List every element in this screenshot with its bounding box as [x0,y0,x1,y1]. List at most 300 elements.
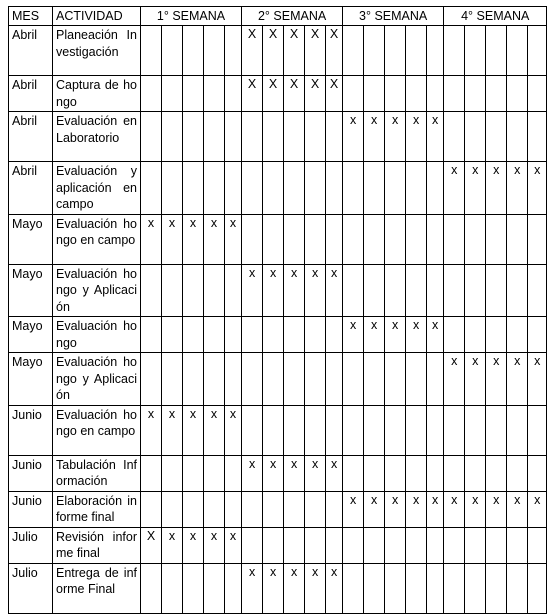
cell-mark [242,353,263,406]
cell-mark: x [183,214,204,264]
cell-mark [486,264,507,317]
cell-mark: x [364,317,385,353]
cell-mes: Junio [9,455,53,491]
cell-mark [305,527,326,563]
cell-mark [326,214,343,264]
cell-mark [343,26,364,76]
cell-mark [465,26,486,76]
cell-mark [305,214,326,264]
cell-mark [183,112,204,162]
cell-mark [528,455,547,491]
cell-mark: x [385,491,406,527]
cell-mark [305,317,326,353]
cell-mark [225,317,242,353]
cell-mark [444,317,465,353]
cell-mark [406,162,427,215]
cell-mark: x [183,405,204,455]
cell-mark [528,76,547,112]
cell-mark [225,112,242,162]
cell-mark: x [528,491,547,527]
cell-mes: Julio [9,527,53,563]
cell-mark [486,214,507,264]
cell-mark [364,353,385,406]
cell-mark [162,26,183,76]
table-row [9,214,547,264]
cell-mark [406,214,427,264]
cell-mark: x [225,527,242,563]
cell-mark [204,317,225,353]
cell-mark: x [465,491,486,527]
cell-mark [444,112,465,162]
cell-mark: x [141,214,162,264]
cell-mark [507,112,528,162]
table-row [9,162,547,215]
cell-mark: x [528,353,547,406]
cell-mark: x [225,405,242,455]
cell-mark [385,162,406,215]
cell-mark [326,527,343,563]
cell-mark [141,264,162,317]
cell-mark [427,527,444,563]
cell-mark [284,405,305,455]
schedule-table [8,6,547,614]
cell-mark [427,26,444,76]
cell-mark [242,527,263,563]
cell-actividad: Tabulación Información [53,455,141,491]
cell-mark: x [507,491,528,527]
cell-mark [263,491,284,527]
cell-actividad: Planeación Investigación [53,26,141,76]
cell-mes: Mayo [9,264,53,317]
cell-mark [305,112,326,162]
cell-mark [444,405,465,455]
cell-mark [486,563,507,613]
cell-mark [141,112,162,162]
table-row [9,491,547,527]
cell-mark [183,563,204,613]
cell-mark [486,76,507,112]
cell-mark [406,353,427,406]
cell-mark: x [406,491,427,527]
cell-mark: X [284,76,305,112]
cell-mark: x [385,112,406,162]
cell-mark: x [263,455,284,491]
cell-mark: x [225,214,242,264]
cell-mark [427,455,444,491]
cell-mark [141,491,162,527]
cell-mark [406,76,427,112]
cell-mark [141,162,162,215]
cell-mark [507,26,528,76]
cell-mark [507,214,528,264]
cell-mark [204,162,225,215]
cell-mark [465,76,486,112]
cell-actividad: Evaluación hongo [53,317,141,353]
cell-actividad: Evaluación hongo en campo [53,214,141,264]
cell-mark: x [385,317,406,353]
cell-mark [162,76,183,112]
cell-mark [528,264,547,317]
cell-mark [364,405,385,455]
cell-mark [162,455,183,491]
cell-mark [364,162,385,215]
cell-mark: x [444,491,465,527]
cell-mark [385,405,406,455]
cell-mark: x [507,162,528,215]
cell-mark [406,527,427,563]
cell-mark [343,455,364,491]
cell-mark [204,76,225,112]
cell-mark [444,26,465,76]
cell-mark [183,491,204,527]
cell-mark: x [507,353,528,406]
cell-mark: X [326,76,343,112]
table-row [9,26,547,76]
table-row [9,353,547,406]
cell-mark [427,563,444,613]
cell-mark [444,76,465,112]
cell-mark [225,563,242,613]
cell-mark [528,26,547,76]
cell-mark [225,491,242,527]
cell-mark [263,162,284,215]
cell-mark [528,214,547,264]
cell-mark [263,405,284,455]
cell-mark [364,563,385,613]
cell-mark [528,527,547,563]
cell-mark [183,317,204,353]
cell-mark: x [326,264,343,317]
cell-mark: x [204,214,225,264]
cell-mark [364,455,385,491]
cell-mark: x [284,264,305,317]
table-row [9,112,547,162]
cell-mark [225,455,242,491]
cell-mark [486,317,507,353]
cell-mark [242,317,263,353]
cell-mark [465,563,486,613]
header-row [9,7,547,26]
cell-mark [427,76,444,112]
cell-mes: Junio [9,491,53,527]
cell-mark [427,162,444,215]
cell-mark: x [204,405,225,455]
cell-mark: x [444,353,465,406]
cell-mark [343,264,364,317]
table-row [9,76,547,112]
cell-mark [507,527,528,563]
cell-mark: x [242,563,263,613]
cell-mark [465,112,486,162]
cell-mark [225,26,242,76]
cell-mark [364,26,385,76]
cell-mark [141,76,162,112]
cell-mark [305,162,326,215]
cell-mark [162,264,183,317]
cell-actividad: Elaboración informe final [53,491,141,527]
table-row [9,405,547,455]
cell-mark [162,162,183,215]
cell-actividad: Evaluación hongo en campo [53,405,141,455]
cell-mark: x [427,112,444,162]
cell-mark [343,405,364,455]
cell-mark [225,353,242,406]
cell-mes: Mayo [9,214,53,264]
cell-mark: x [284,455,305,491]
cell-mark [507,455,528,491]
cell-mark: x [427,317,444,353]
cell-mark [343,563,364,613]
cell-mark [141,353,162,406]
table-row [9,527,547,563]
cell-mark [242,405,263,455]
header-week-3: 3° SEMANA [343,7,444,26]
cell-mark [305,491,326,527]
cell-mark [204,112,225,162]
cell-mark [242,491,263,527]
cell-mark: x [528,162,547,215]
cell-mark [507,264,528,317]
cell-mark [326,353,343,406]
cell-mark [263,317,284,353]
cell-mark [263,112,284,162]
cell-mark [427,405,444,455]
cell-mark [465,214,486,264]
cell-mark: x [406,112,427,162]
cell-mes: Abril [9,26,53,76]
cell-mark [427,264,444,317]
table-row [9,563,547,613]
cell-mark [284,353,305,406]
cell-mes: Abril [9,112,53,162]
cell-mark [343,214,364,264]
cell-mark [284,112,305,162]
cell-mark: x [465,162,486,215]
cell-mark [486,112,507,162]
cell-mark [364,264,385,317]
cell-mark [162,563,183,613]
cell-mark [284,491,305,527]
cell-mark [225,264,242,317]
cell-mark: X [242,76,263,112]
cell-actividad: Evaluación y aplicación en campo [53,162,141,215]
cell-mark: X [141,527,162,563]
cell-mark [141,455,162,491]
cell-mark: x [242,455,263,491]
cell-mark [486,26,507,76]
cell-mark [364,214,385,264]
cell-mark [406,405,427,455]
cell-mark [528,563,547,613]
cell-actividad: Entrega de informe Final [53,563,141,613]
cell-mes: Mayo [9,317,53,353]
cell-mark [406,455,427,491]
cell-mark: X [305,26,326,76]
cell-mark [444,563,465,613]
header-week-2: 2° SEMANA [242,7,343,26]
cell-mark [141,563,162,613]
cell-mark: x [263,563,284,613]
cell-mark: X [242,26,263,76]
cell-actividad: Revisión informe final [53,527,141,563]
cell-mark [326,112,343,162]
cell-mark: x [204,527,225,563]
cell-mark [263,214,284,264]
cell-actividad: Evaluación hongo y Aplicación [53,264,141,317]
cell-mark [326,405,343,455]
cell-mark [427,353,444,406]
cell-mark [507,76,528,112]
cell-mark: x [427,491,444,527]
cell-mark [242,214,263,264]
table-row [9,317,547,353]
cell-mark [162,112,183,162]
cell-mark: X [326,26,343,76]
cell-mark [406,563,427,613]
cell-mark [225,76,242,112]
cell-mark [183,162,204,215]
cell-mark [284,214,305,264]
cell-mark [427,214,444,264]
cell-mark: x [343,112,364,162]
cell-mark [528,405,547,455]
cell-mark: x [162,214,183,264]
cell-mark [486,527,507,563]
cell-mark [444,527,465,563]
cell-mark: x [364,491,385,527]
cell-mark [465,317,486,353]
cell-mark [284,527,305,563]
cell-mark [183,76,204,112]
table-row [9,264,547,317]
cell-mark: X [263,76,284,112]
cell-mark: x [364,112,385,162]
cell-mark [162,353,183,406]
cell-mark [385,214,406,264]
header-actividad: ACTIVIDAD [53,7,141,26]
cell-mark [343,353,364,406]
cell-mark [343,76,364,112]
cell-mark [486,455,507,491]
table-row [9,455,547,491]
cell-mark [326,162,343,215]
cell-mes: Junio [9,405,53,455]
header-week-4: 4° SEMANA [444,7,547,26]
cell-mark [305,353,326,406]
cell-mark: x [242,264,263,317]
cell-mark: x [162,405,183,455]
cell-mark [528,317,547,353]
cell-mark [507,405,528,455]
cell-mark [284,317,305,353]
cell-mark [465,527,486,563]
cell-mes: Abril [9,162,53,215]
cell-mark: x [162,527,183,563]
cell-mark: x [305,455,326,491]
cell-mark [162,317,183,353]
cell-actividad: Evaluación hongo y Aplicación [53,353,141,406]
cell-mark: x [305,563,326,613]
cell-mark [486,405,507,455]
cell-mark [183,455,204,491]
cell-mark [284,162,305,215]
cell-mark [385,353,406,406]
cell-mark [204,26,225,76]
cell-actividad: Captura de hongo [53,76,141,112]
cell-mark [225,162,242,215]
cell-mark [204,353,225,406]
cell-mark [385,455,406,491]
cell-mark [406,264,427,317]
cell-mark [465,264,486,317]
cell-mark [507,317,528,353]
cell-mark: x [183,527,204,563]
cell-mark [444,455,465,491]
cell-mark [406,26,427,76]
cell-mark [444,264,465,317]
cell-mark: X [284,26,305,76]
cell-mark [326,491,343,527]
cell-mark [263,353,284,406]
cell-mes: Abril [9,76,53,112]
cell-mark [385,26,406,76]
cell-mark [465,405,486,455]
cell-mes: Mayo [9,353,53,406]
cell-mark [364,76,385,112]
cell-mark [141,26,162,76]
cell-mark [242,162,263,215]
cell-mark: x [141,405,162,455]
cell-mark [385,563,406,613]
cell-mark [204,491,225,527]
cell-mark [343,162,364,215]
cell-mark: x [284,563,305,613]
header-week-1: 1° SEMANA [141,7,242,26]
cell-mark [204,563,225,613]
cell-mark [162,491,183,527]
cell-mark [183,26,204,76]
cell-mark [465,455,486,491]
cell-mark: x [343,491,364,527]
cell-mark [141,317,162,353]
cell-mark [326,317,343,353]
cell-mark: x [465,353,486,406]
cell-mark [242,112,263,162]
cell-mark: x [263,264,284,317]
cell-mark [385,264,406,317]
cell-mark [507,563,528,613]
cell-mark: x [486,353,507,406]
cell-mark: x [486,491,507,527]
cell-mark [204,264,225,317]
cell-mark [343,527,364,563]
cell-mark [364,527,385,563]
cell-actividad: Evaluación en Laboratorio [53,112,141,162]
cell-mark [183,264,204,317]
header-mes: MES [9,7,53,26]
cell-mark [263,527,284,563]
cell-mes: Julio [9,563,53,613]
cell-mark: x [326,455,343,491]
cell-mark [204,455,225,491]
cell-mark [444,214,465,264]
cell-mark [385,527,406,563]
cell-mark: x [406,317,427,353]
cell-mark [183,353,204,406]
cell-mark [305,405,326,455]
cell-mark: x [326,563,343,613]
cell-mark [385,76,406,112]
